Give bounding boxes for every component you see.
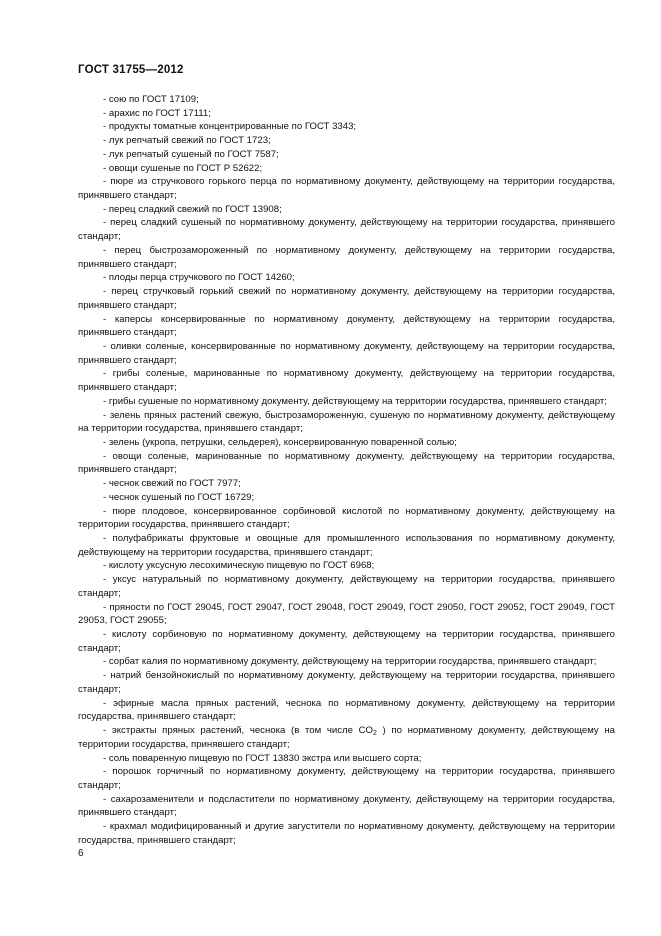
list-item: - продукты томатные концентрированные по ГОСТ 3343; xyxy=(103,121,357,133)
list-item: - сою по ГОСТ 17109; xyxy=(103,94,199,105)
page-number: 6 xyxy=(78,848,84,859)
list-item: - эфирные масла пряных растений, чеснока по нормативному документу, действующему на территории государства, принявшего стандарт; xyxy=(78,697,615,723)
list-item: - пряности по ГОСТ 29045, ГОСТ 29047, ГОСТ 29048, ГОСТ 29049, ГОСТ 29050, ГОСТ 29052, ГОСТ 29049, ГОСТ 29053, ГОСТ 29055; xyxy=(78,601,615,627)
list-item: - лук репчатый свежий по ГОСТ 1723; xyxy=(103,135,271,147)
list-item: - плоды перца стручкового по ГОСТ 14260; xyxy=(103,272,295,284)
list-item: - грибы сушеные по нормативному документу, действующему на территории государства, принявшего стандарт; xyxy=(103,395,607,407)
list-item: - перец сладкий сушеный по нормативному документу, действующему на территории государства, принявшего стандарт; xyxy=(78,217,615,243)
list-item: - чеснок сушеный по ГОСТ 16729; xyxy=(103,491,255,503)
list-item: - кислоту уксусную лесохимическую пищевую по ГОСТ 6968; xyxy=(103,560,375,572)
list-item: - чеснок свежий по ГОСТ 7977; xyxy=(103,478,241,490)
list-item: - перец стручковый горький свежий по нормативному документу, действующему на территории государства, принявшего стандарт; xyxy=(78,286,615,311)
list-item: - перец быстрозамороженный по нормативному документу, действующему на территории государства, принявшего стандарт; xyxy=(78,244,615,270)
list-item: - сорбат калия по нормативному документу, действующему на территории государства, принявшего стандарт; xyxy=(103,656,597,668)
list-item: - грибы соленые, маринованные по нормативному документу, действующему на территории государства, принявшего стандарт; xyxy=(78,368,615,394)
list-item: - зелень (укропа, петрушки, сельдерея), консервированную поваренной солью; xyxy=(103,436,457,448)
co2-subscript: 2 xyxy=(372,730,377,738)
list-item: - овощи соленые, маринованные по нормативному документу, действующему на территории государства, принявшего стандарт; xyxy=(78,450,615,476)
list-item: - соль поваренную пищевую по ГОСТ 13830 экстра или высшего сорта; xyxy=(103,752,422,764)
list-item: - порошок горчичный по нормативному документу, действующему на территории государства, принявшего стандарт; xyxy=(78,766,615,791)
list-item: - сахарозаменители и подсластители по нормативному документу, действующему на территории государства, принявшего стандарт; xyxy=(78,793,615,819)
list-item xyxy=(78,724,615,751)
requirements-list xyxy=(78,93,615,848)
list-item: - натрий бензойнокислый по нормативному документу, действующему на территории государства, принявшего стандарт; xyxy=(78,670,615,695)
list-item: - пюре плодовое, консервированное сорбиновой кислотой по нормативному документу, действующему на территории государства, принявшего стандарт; xyxy=(78,505,615,531)
co2-item-prefix: - экстракты пряных растений, чеснока (в том числе CO xyxy=(103,725,373,737)
list-item: - перец сладкий свежий по ГОСТ 13908; xyxy=(103,203,282,215)
list-item: - уксус натуральный по нормативному документу, действующему на территории государства, принявшего стандарт; xyxy=(78,574,615,599)
list-item: - кислоту сорбиновую по нормативному документу, действующему на территории государства, принявшего стандарт; xyxy=(78,629,615,654)
list-item: - овощи сушеные по ГОСТ Р 52622; xyxy=(103,162,263,174)
list-item: - арахис по ГОСТ 17111; xyxy=(103,107,211,119)
list-item: - каперсы консервированные по нормативному документу, действующему на территории государства, принявшего стандарт; xyxy=(78,313,615,339)
page-header: ГОСТ 31755—2012 xyxy=(78,64,184,76)
list-item: - зелень пряных растений свежую, быстрозамороженную, сушеную по нормативному документу, действующему на территории государства, принявшего стандарт; xyxy=(78,409,615,435)
list-item: - пюре из стручкового горького перца по нормативному документу, действующему на территории государства, принявшего стандарт; xyxy=(78,176,615,202)
list-item: - лук репчатый сушеный по ГОСТ 7587; xyxy=(103,148,279,160)
list-item: - полуфабрикаты фруктовые и овощные для промышленного использования по нормативному документу, действующему на территории государства, принявшего стандарт; xyxy=(78,533,615,558)
co2-item-suffix: ) по нормативному документу, действующему на территории государства, принявшего стандарт; xyxy=(78,725,615,750)
list-item: - оливки соленые, консервированные по нормативному документу, действующему на территории государства, принявшего стандарт; xyxy=(78,340,615,366)
list-item: - крахмал модифицированный и другие загустители по нормативному документу, действующему на территории государства, принявшего стандарт; xyxy=(78,821,615,846)
